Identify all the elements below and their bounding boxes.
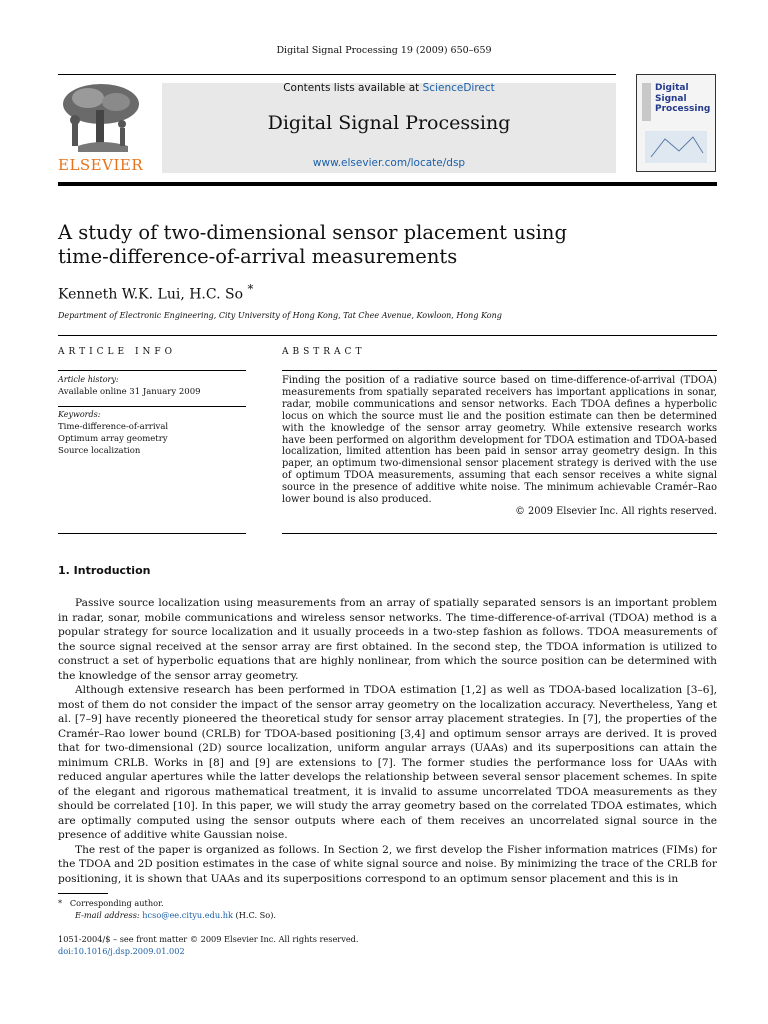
contents-prefix: Contents lists available at <box>283 82 423 94</box>
article-info-bottom-rule <box>58 533 246 534</box>
section-heading: 1. Introduction <box>58 564 151 577</box>
footnote-corresponding <box>58 897 276 921</box>
elsevier-wordmark: ELSEVIER <box>58 156 144 174</box>
article-title <box>58 221 658 269</box>
body-text <box>58 596 717 886</box>
keyword: Optimum array geometry <box>58 434 168 444</box>
doi-link[interactable]: doi:10.1016/j.dsp.2009.01.002 <box>58 946 185 956</box>
journal-title: Digital Signal Processing <box>267 112 511 134</box>
abstract-copyright: © 2009 Elsevier Inc. All rights reserved. <box>515 506 717 517</box>
cover-title-line: Signal <box>655 93 687 104</box>
keyword: Source localization <box>58 446 141 456</box>
keywords-block <box>58 409 168 457</box>
article-info-rule <box>58 370 246 371</box>
article-history <box>58 374 201 398</box>
header-rule <box>58 74 616 75</box>
journal-reference: Digital Signal Processing 19 (2009) 650–659 <box>276 45 492 56</box>
history-label: Article history: <box>58 375 119 384</box>
cover-bar <box>642 83 651 121</box>
abstract-bottom-rule <box>282 533 717 534</box>
body-paragraph: Although extensive research has been performed in TDOA estimation [1,2] as well as TDOA-based localization [3–6], most of them do not consider the impact of the sensor array geometry on the localization accuracy. Nevertheless, Yang et al. [7–9] have recently pioneered the theoretical study for sensor array placement strategies. In [7], the properties of the Cramér–Rao lower bound (CRLB) for TDOA-based positioning [3,4] and optimum sensor arrays are derived. It is proved that for two-dimensional (2D) source localization, uniform angular arrays (UAAs) and its superpositions can attain the minimum CRLB. Works in [8] and [9] are extensions to [7]. The former studies the performance loss for UAAs with reduced angular apertures while the latter develops the relationship between several sensor placement schemes. In spite of the elegant and rigorous mathematical treatment, it is invalid to assume uncorrelated TDOA measurements as they should be correlated [10]. In this paper, we will study the array geometry based on the correlated TDOA estimates, which are optimally computed using the sensor outputs where each of them receives an uncorrelated signal source in the presence of additive white Gaussian noise. <box>58 684 717 841</box>
author-names: Kenneth W.K. Lui, H.C. So <box>58 286 244 303</box>
corresponding-label: Corresponding author. <box>69 898 164 908</box>
abstract-text: Finding the position of a radiative source based on time-difference-of-arrival (TDOA) measurements from spatially separated receivers has important applications in sonar, radar, mobile communications and sensor networks. Each TDOA defines a hyperbolic locus on which the source must lie and the position estimate can then be determined with the knowledge of the sensor array geometry. While extensive research works have been performed on algorithm development for TDOA estimation and TDOA-based localization, limited attention has been paid in sensor array geometry design. In this paper, an optimum two-dimensional sensor placement strategy is derived with the use of optimum TDOA measurements, assuming that each sensor receives a white signal source in the presence of additive white noise. The minimum achievable Cramér–Rao lower bound is also produced. <box>282 375 717 506</box>
keywords-label: Keywords: <box>58 410 101 419</box>
affiliation: Department of Electronic Engineering, City University of Hong Kong, Tat Chee Avenue, Kowloon, Hong Kong <box>58 311 502 320</box>
authors <box>58 282 253 303</box>
front-matter <box>58 933 359 957</box>
cover-title-line: Processing <box>655 104 711 114</box>
issn-line: 1051-2004/$ – see front matter © 2009 Elsevier Inc. All rights reserved. <box>58 934 359 944</box>
title-line: time-difference-of-arrival measurements <box>58 245 458 268</box>
article-info-heading: ARTICLE INFO <box>58 347 177 357</box>
email-suffix: (H.C. So). <box>232 910 277 920</box>
abstract-rule <box>282 370 717 371</box>
footnote-mark: * <box>58 898 63 908</box>
contents-line <box>162 82 616 94</box>
body-paragraph: The rest of the paper is organized as follows. In Section 2, we first develop the Fisher information matrices (FIMs) for the TDOA and 2D position estimates in the case of white signal source and noise. By minimizing the trace of the CRLB for positioning, it is shown that UAAs and its superpositions correspond to an optimum sensor placement and this is in <box>58 843 717 885</box>
header-thick-rule <box>58 182 717 186</box>
journal-url-link[interactable]: www.elsevier.com/locate/dsp <box>312 157 466 169</box>
cover-title-line: Digital <box>655 83 689 93</box>
cover-figure <box>645 131 707 163</box>
section-rule <box>58 335 717 336</box>
title-line: A study of two-dimensional sensor placement using <box>58 221 567 244</box>
history-value: Available online 31 January 2009 <box>58 387 201 397</box>
abstract-heading: ABSTRACT <box>282 347 366 357</box>
email-link[interactable]: hcso@ee.cityu.edu.hk <box>142 910 233 920</box>
email-label: E-mail address: <box>75 910 143 920</box>
corresponding-author-mark[interactable]: * <box>247 282 254 296</box>
footnote-rule <box>58 893 108 894</box>
body-paragraph: Passive source localization using measurements from an array of spatially separated sensors is an important problem in radar, sonar, mobile communications and wireless sensor networks. The time-difference-of-arrival (TDOA) method is a popular strategy for source localization and it usually proceeds in a two-step fashion as follows. TDOA measurements of the source signal received at the sensor array are first obtained. In the second step, the TDOA information is utilized to construct a set of hyperbolic equations that are highly nonlinear, from which the source position can be determined with the knowledge of the sensor array geometry. <box>58 597 717 682</box>
sciencedirect-link[interactable]: ScienceDirect <box>422 82 495 94</box>
keyword: Time-difference-of-arrival <box>58 422 169 432</box>
keywords-rule <box>58 406 246 407</box>
journal-cover-image <box>636 74 716 172</box>
cover-title <box>655 83 710 115</box>
